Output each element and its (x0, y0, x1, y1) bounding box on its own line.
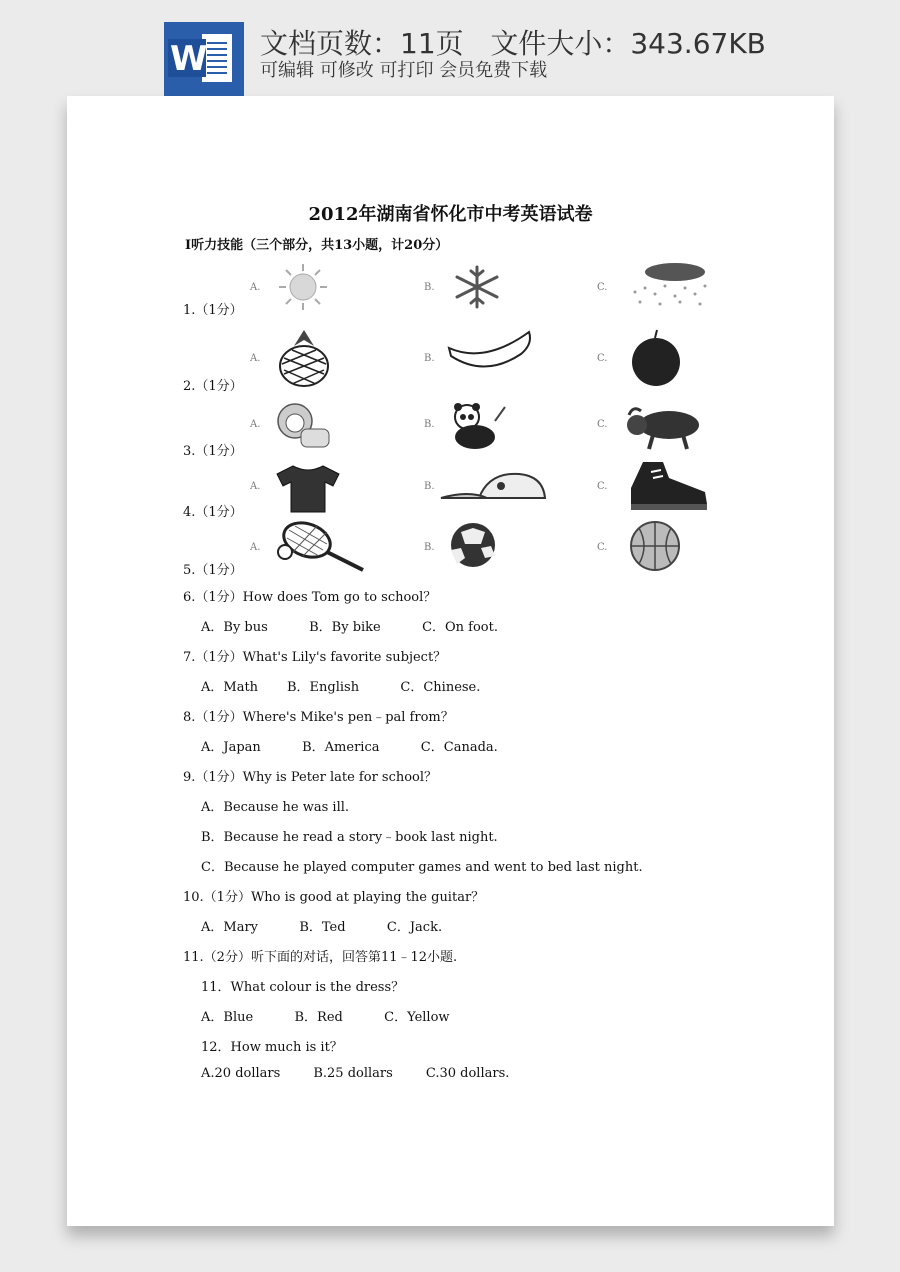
word-document-icon: W (164, 22, 244, 96)
option-label: A. (250, 419, 261, 430)
sneaker-icon (623, 458, 713, 514)
question-number: 3.（1分） (183, 444, 243, 459)
answer-option: A．Because he was ill. (201, 800, 350, 815)
question-6: 6.（1分）How does Tom go to school？ (183, 590, 437, 605)
option-label: B. (424, 419, 435, 430)
option-label: C. (597, 419, 608, 430)
file-size: 文件大小：343.67KB (490, 27, 766, 60)
option-label: B. (424, 282, 435, 293)
tennis-racket-icon (273, 520, 367, 574)
panda-icon (445, 401, 509, 451)
answer-options: A．Mary B．Ted C．Jack. (201, 920, 443, 935)
pineapple-icon (272, 328, 336, 388)
option-label: C. (597, 481, 608, 492)
question-7: 7.（1分）What's Lily's favorite subject？ (183, 650, 447, 665)
sun-icon (271, 262, 335, 312)
question-11-instruction: 11.（2分）听下面的对话，回答第11﹣12小题. (183, 950, 458, 965)
answer-options: A.20 dollars B.25 dollars C.30 dollars. (201, 1066, 510, 1081)
feature-list: 可编辑 可修改 可打印 会员免费下载 (260, 60, 548, 81)
option-label: A. (250, 481, 261, 492)
option-label: A. (250, 282, 261, 293)
question-12: 12．How much is it？ (201, 1040, 343, 1055)
answer-options: A．Japan B．America C．Canada. (201, 740, 498, 755)
option-label: C. (597, 353, 608, 364)
basketball-icon (621, 520, 695, 574)
question-9: 9.（1分）Why is Peter late for school？ (183, 770, 438, 785)
page-count: 文档页数：11页 (260, 27, 464, 60)
option-label: B. (424, 481, 435, 492)
shirt-icon (271, 464, 345, 514)
bull-icon (619, 401, 709, 451)
question-number: 5.（1分） (183, 563, 243, 578)
question-number: 1.（1分） (183, 303, 243, 318)
answer-options: A．Math B．English C．Chinese. (201, 680, 481, 695)
question-number: 4.（1分） (183, 505, 243, 520)
option-label: A. (250, 542, 261, 553)
snowflake-icon (445, 263, 509, 311)
option-label: B. (424, 353, 435, 364)
answer-option: C．Because he played computer games and went to bed last night. (201, 860, 643, 875)
answer-options: A．By bus B．By bike C．On foot. (201, 620, 498, 635)
question-number: 2.（1分） (183, 379, 243, 394)
section-title: Ⅰ听力技能（三个部分，共13小题，计20分） (185, 238, 449, 253)
option-label: B. (424, 542, 435, 553)
document-banner (0, 0, 900, 96)
cap-icon (439, 468, 549, 508)
banana-icon (445, 326, 535, 376)
question-8: 8.（1分）Where's Mike's pen﹣pal from？ (183, 710, 454, 725)
answer-options: A．Blue B．Red C．Yellow (201, 1010, 450, 1025)
rain-cloud-icon (625, 262, 715, 312)
soccer-ball-icon (441, 520, 505, 570)
option-label: A. (250, 353, 261, 364)
answer-option: B．Because he read a story﹣book last night. (201, 830, 498, 845)
question-11: 11．What colour is the dress？ (201, 980, 405, 995)
apple-icon (619, 328, 693, 388)
option-label: C. (597, 282, 608, 293)
exam-paper-page (67, 96, 834, 1226)
lion-icon (271, 401, 335, 453)
exam-title: 2012年湖南省怀化市中考英语试卷 (308, 204, 593, 225)
question-10: 10.（1分）Who is good at playing the guitar？ (183, 890, 485, 905)
option-label: C. (597, 542, 608, 553)
